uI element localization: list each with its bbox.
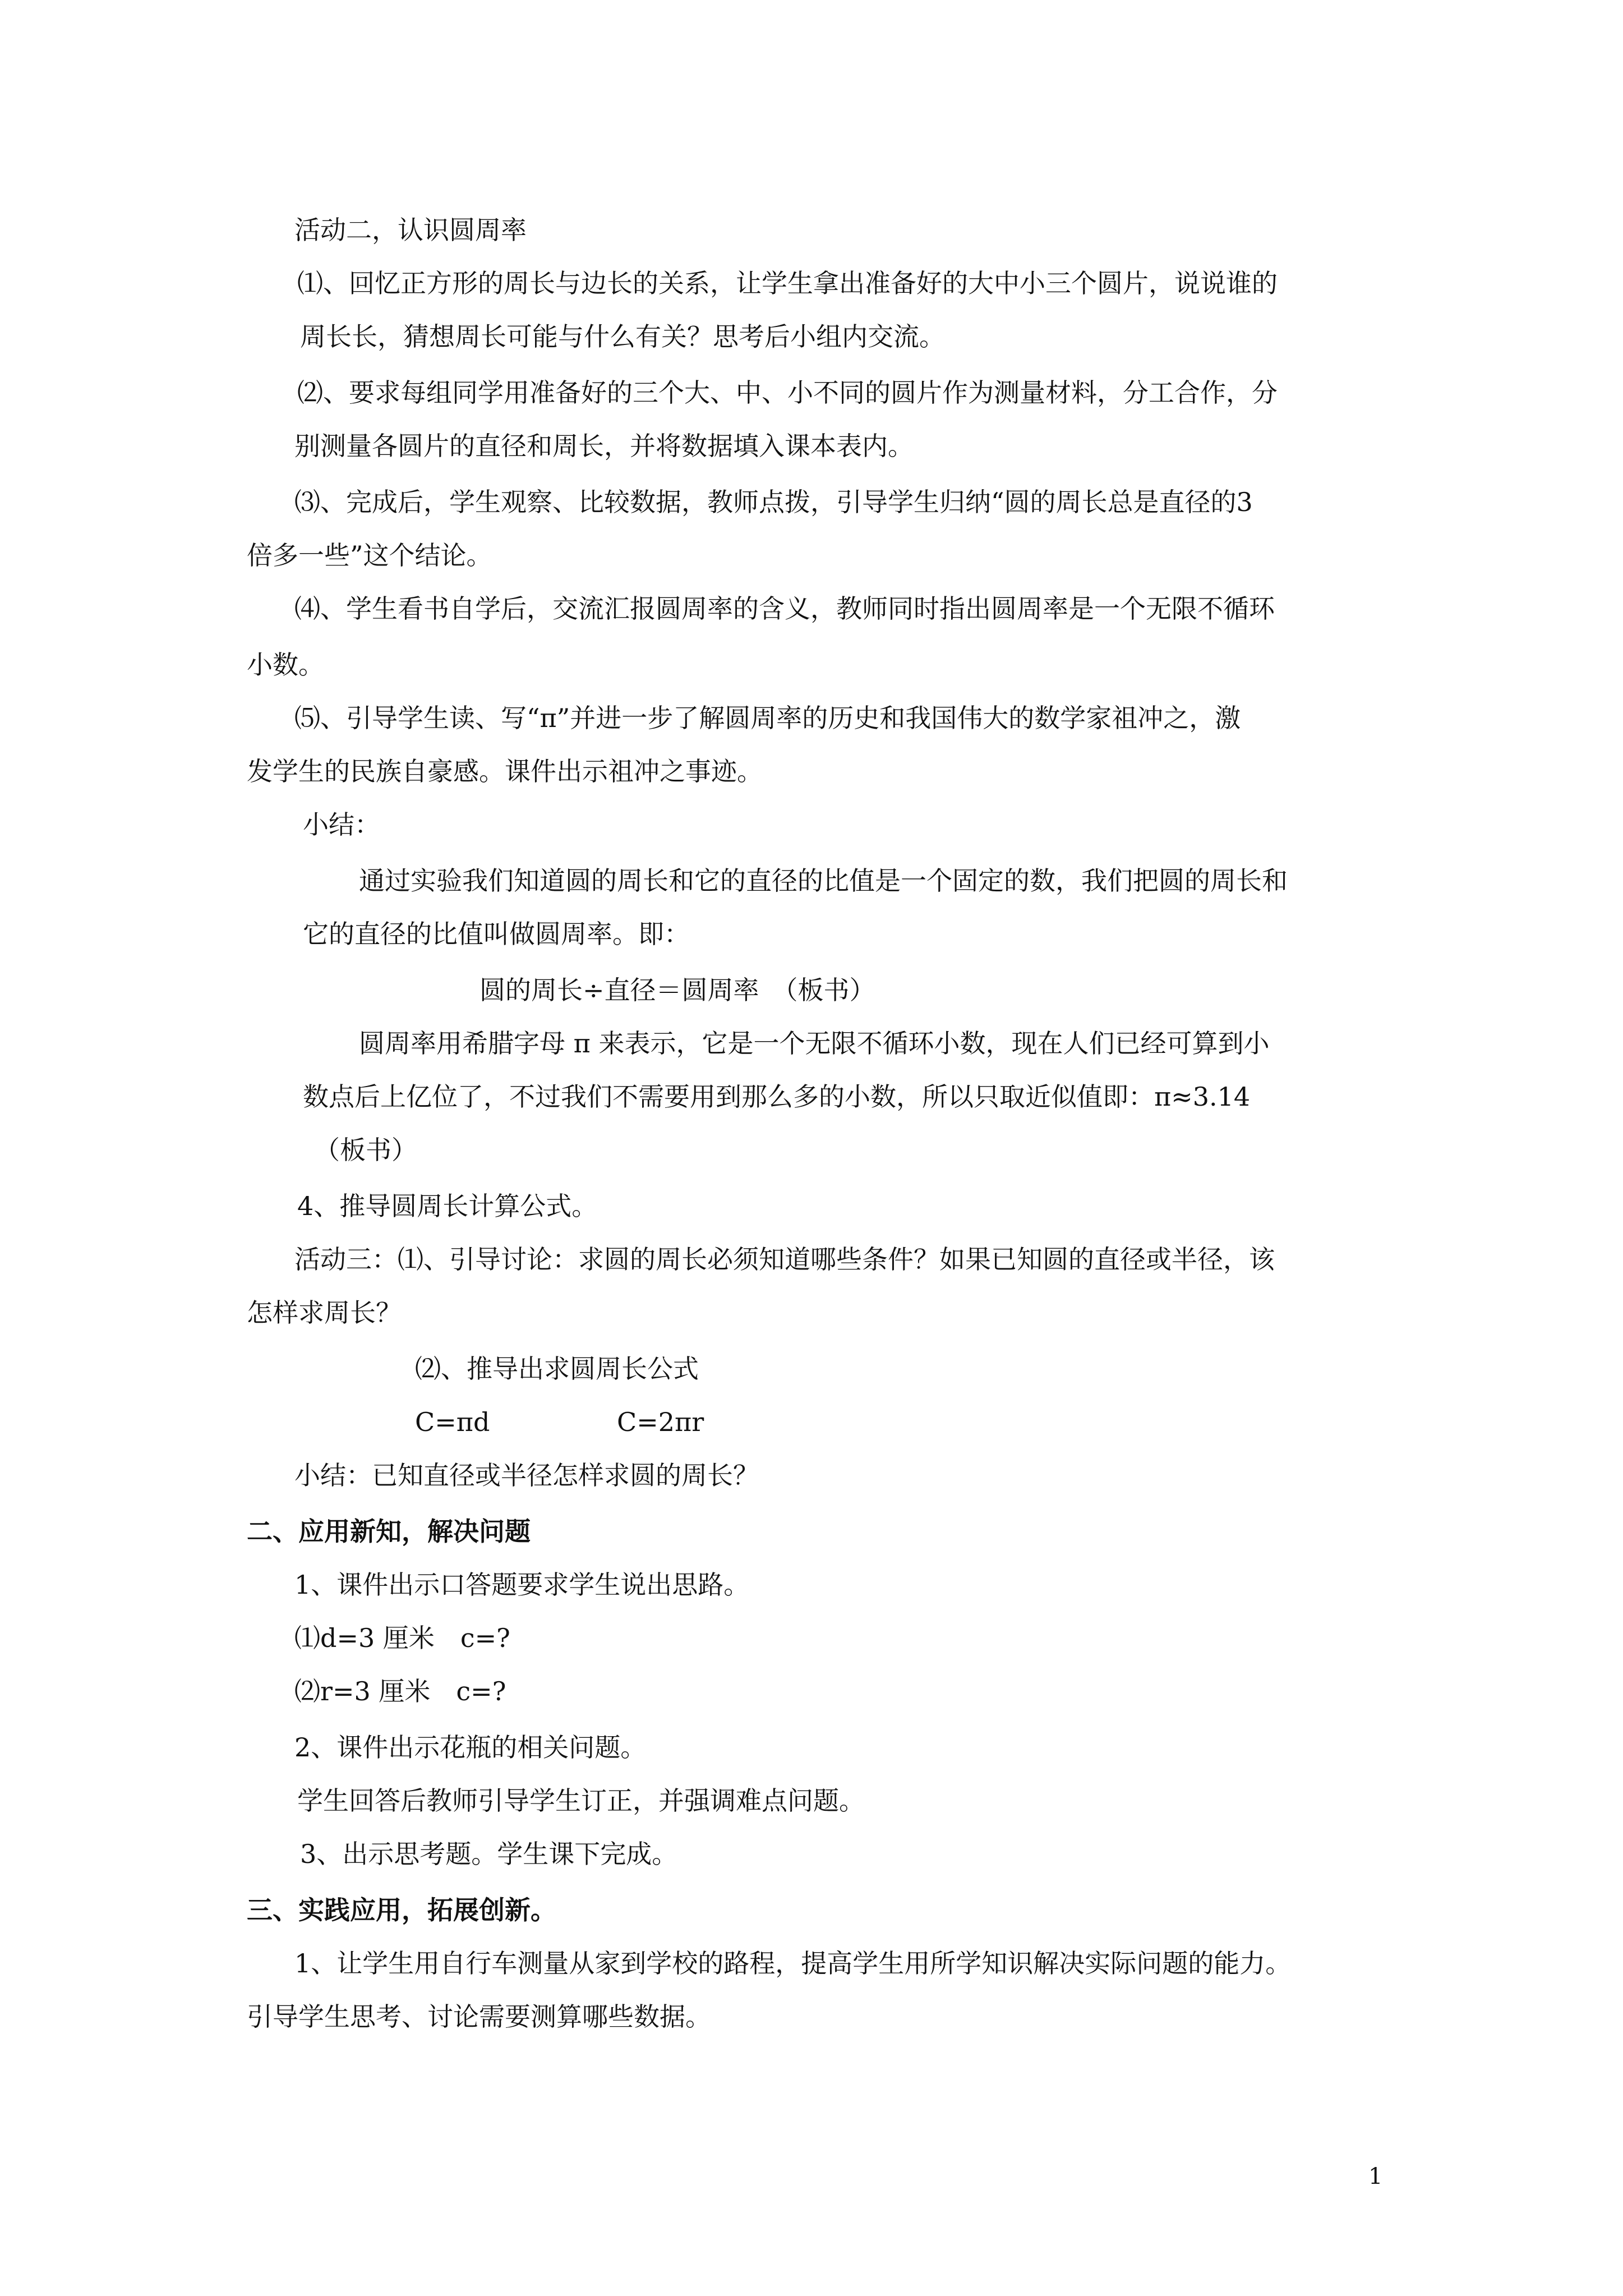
paragraph-line: 学生回答后教师引导学生订正，并强调难点问题。 bbox=[297, 1786, 865, 1816]
activity-two-heading: 活动二，认识圆周率 bbox=[294, 215, 527, 245]
section-heading: 三、实践应用，拓展创新。 bbox=[247, 1895, 556, 1925]
page-number: 1 bbox=[1368, 2164, 1383, 2189]
paragraph-line: 圆周率用希腊字母 π 来表示，它是一个无限不循环小数，现在人们已经可算到小 bbox=[359, 1028, 1270, 1059]
paragraph-line: 小数。 bbox=[247, 650, 324, 680]
paragraph-line: ⑸、引导学生读、写“π”并进一步了解圆周率的历史和我国伟大的数学家祖冲之，激 bbox=[294, 703, 1241, 733]
paragraph-line: 小结：已知直径或半径怎样求圆的周长？ bbox=[294, 1460, 759, 1490]
paragraph-line: 数点后上亿位了，不过我们不需要用到那么多的小数，所以只取近似值即：π≈3.14 bbox=[303, 1082, 1251, 1112]
paragraph-line: 周长长，猜想周长可能与什么有关？思考后小组内交流。 bbox=[300, 321, 945, 352]
paragraph-line: 别测量各圆片的直径和周长，并将数据填入课本表内。 bbox=[294, 431, 914, 461]
paragraph-line: 通过实验我们知道圆的周长和它的直径的比值是一个固定的数，我们把圆的周长和 bbox=[359, 866, 1288, 896]
paragraph-line: （板书） bbox=[314, 1135, 417, 1165]
formula-line: 圆的周长÷直径＝圆周率 （板书） bbox=[479, 975, 875, 1005]
paragraph-line: ⑷、学生看书自学后，交流汇报圆周率的含义，教师同时指出圆周率是一个无限不循环 bbox=[294, 593, 1275, 624]
paragraph-line: ⑵、要求每组同学用准备好的三个大、中、小不同的圆片作为测量材料，分工合作，分 bbox=[297, 378, 1278, 408]
formula-radius: C=2πr bbox=[617, 1407, 704, 1437]
paragraph-line: 2、课件出示花瓶的相关问题。 bbox=[294, 1732, 647, 1763]
paragraph-line: 活动三：⑴、引导讨论：求圆的周长必须知道哪些条件？如果已知圆的直径或半径，该 bbox=[294, 1244, 1275, 1274]
paragraph-line: ⑴、回忆正方形的周长与边长的关系，让学生拿出准备好的大中小三个圆片，说说谁的 bbox=[297, 268, 1278, 298]
step-heading: 4、推导圆周长计算公式。 bbox=[297, 1191, 598, 1221]
paragraph-line: ⑵、推导出求圆周长公式 bbox=[415, 1354, 699, 1384]
paragraph-line: 3、出示思考题。学生课下完成。 bbox=[300, 1839, 678, 1869]
paragraph-line: ⑴d=3 厘米 c=? bbox=[294, 1623, 510, 1653]
paragraph-line: 1、课件出示口答题要求学生说出思路。 bbox=[294, 1570, 750, 1600]
paragraph-line: 怎样求周长？ bbox=[247, 1297, 402, 1328]
formula-diameter: C=πd bbox=[415, 1407, 490, 1437]
summary-label: 小结： bbox=[303, 809, 380, 840]
paragraph-line: 它的直径的比值叫做圆周率。即： bbox=[303, 919, 690, 949]
paragraph-line: 倍多一些”这个结论。 bbox=[247, 540, 492, 570]
paragraph-line: 引导学生思考、讨论需要测算哪些数据。 bbox=[247, 2001, 711, 2032]
paragraph-line: 发学生的民族自豪感。课件出示祖冲之事迹。 bbox=[247, 756, 763, 786]
section-heading: 二、应用新知，解决问题 bbox=[247, 1516, 531, 1547]
paragraph-line: ⑵r=3 厘米 c=? bbox=[294, 1676, 506, 1706]
paragraph-line: ⑶、完成后，学生观察、比较数据，教师点拨，引导学生归纳“圆的周长总是直径的3 bbox=[294, 487, 1253, 517]
paragraph-line: 1、让学生用自行车测量从家到学校的路程，提高学生用所学知识解决实际问题的能力。 bbox=[294, 1948, 1292, 1978]
